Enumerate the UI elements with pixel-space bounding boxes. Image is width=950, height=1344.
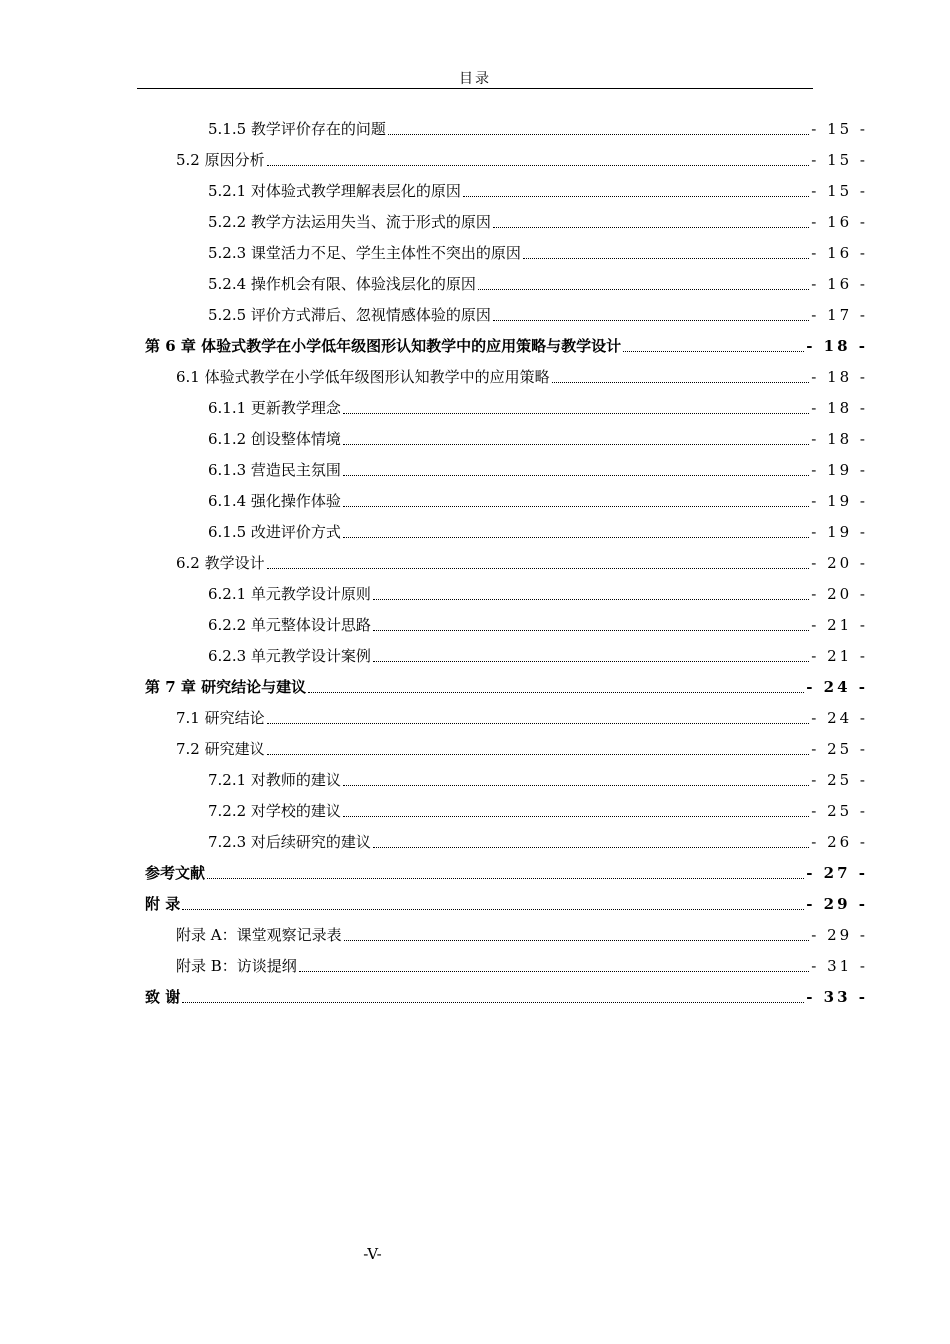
toc-leader-dots	[299, 971, 809, 972]
toc-entry-label: 附录 B：访谈提纲	[176, 957, 297, 975]
toc-leader-dots	[267, 568, 810, 569]
toc-entry[interactable]	[145, 702, 868, 733]
toc-entry-label: 参考文献	[145, 864, 206, 882]
toc-entry-label: 5.1.5 教学评价存在的问题	[208, 120, 386, 138]
toc-entry-label: 6.2 教学设计	[176, 554, 265, 572]
page-header-title: 目录	[459, 71, 491, 87]
toc-entry[interactable]	[145, 454, 868, 485]
toc-entry-label: 第 7 章 研究结论与建议	[145, 678, 307, 696]
toc-entry-label: 7.2.1 对教师的建议	[208, 771, 341, 789]
toc-entry-page: - 15 -	[811, 181, 868, 200]
toc-entry-page: - 19 -	[811, 522, 868, 541]
toc-entry-page: - 31 -	[811, 956, 868, 975]
toc-entry-page: - 18 -	[811, 398, 868, 417]
toc-entry-label: 7.1 研究结论	[176, 709, 265, 727]
toc-entry-page: - 33 -	[806, 987, 868, 1006]
toc-entry-page: - 16 -	[811, 212, 868, 231]
toc-entry[interactable]	[145, 392, 868, 423]
toc-leader-dots	[343, 444, 809, 445]
toc-entry[interactable]	[145, 919, 868, 950]
toc-leader-dots	[207, 878, 804, 879]
toc-entry[interactable]	[145, 361, 868, 392]
toc-entry-page: - 25 -	[811, 801, 868, 820]
toc-leader-dots	[267, 754, 810, 755]
toc-entry[interactable]	[145, 609, 868, 640]
toc-entry[interactable]	[145, 237, 868, 268]
toc-leader-dots	[267, 165, 810, 166]
toc-entry[interactable]	[145, 826, 868, 857]
toc-leader-dots	[308, 692, 804, 693]
toc-entry-label: 第 6 章 体验式教学在小学低年级图形认知教学中的应用策略与教学设计	[145, 337, 622, 355]
toc-leader-dots	[388, 134, 809, 135]
toc-entry-label: 6.2.3 单元教学设计案例	[208, 647, 371, 665]
toc-entry-label: 7.2 研究建议	[176, 740, 265, 758]
toc-entry-label: 附录 A：课堂观察记录表	[176, 926, 342, 944]
toc-entry[interactable]	[145, 888, 868, 919]
toc-entry-page: - 21 -	[811, 646, 868, 665]
toc-entry[interactable]	[145, 578, 868, 609]
toc-entry[interactable]	[145, 516, 868, 547]
toc-entry-page: - 24 -	[811, 708, 868, 727]
toc-entry-page: - 19 -	[811, 491, 868, 510]
toc-entry-page: - 29 -	[811, 925, 868, 944]
toc-entry-page: - 17 -	[811, 305, 868, 324]
toc-entry-label: 5.2.1 对体验式教学理解表层化的原因	[208, 182, 461, 200]
toc-entry-page: - 20 -	[811, 553, 868, 572]
toc-entry-page: - 18 -	[806, 336, 868, 355]
toc-leader-dots	[182, 909, 804, 910]
toc-leader-dots	[623, 351, 804, 352]
toc-entry-label: 6.1 体验式教学在小学低年级图形认知教学中的应用策略	[176, 368, 550, 386]
toc-entry-label: 附 录	[145, 895, 181, 913]
toc-entry-page: - 20 -	[811, 584, 868, 603]
toc-leader-dots	[344, 940, 810, 941]
toc-entry-page: - 29 -	[806, 894, 868, 913]
toc-leader-dots	[373, 661, 809, 662]
toc-entry-label: 7.2.3 对后续研究的建议	[208, 833, 371, 851]
toc-entry-page: - 16 -	[811, 274, 868, 293]
toc-entry-label: 6.1.5 改进评价方式	[208, 523, 341, 541]
toc-entry[interactable]	[145, 764, 868, 795]
toc-leader-dots	[493, 227, 809, 228]
toc-entry-page: - 15 -	[811, 119, 868, 138]
toc-entry-label: 5.2.5 评价方式滞后、忽视情感体验的原因	[208, 306, 491, 324]
toc-entry-page: - 26 -	[811, 832, 868, 851]
toc-entry[interactable]	[145, 175, 868, 206]
toc-leader-dots	[343, 537, 809, 538]
toc-entry[interactable]	[145, 423, 868, 454]
toc-entry-page: - 16 -	[811, 243, 868, 262]
toc-leader-dots	[267, 723, 810, 724]
toc-leader-dots	[343, 816, 809, 817]
toc-leader-dots	[373, 599, 809, 600]
toc-leader-dots	[523, 258, 809, 259]
toc-entry-label: 5.2.2 教学方法运用失当、流于形式的原因	[208, 213, 491, 231]
toc-entry[interactable]	[145, 299, 868, 330]
toc-entry[interactable]	[145, 485, 868, 516]
toc-leader-dots	[343, 785, 809, 786]
toc-entry[interactable]	[145, 330, 868, 361]
toc-entry-label: 6.1.3 营造民主氛围	[208, 461, 341, 479]
toc-leader-dots	[343, 506, 809, 507]
table-of-contents	[145, 113, 868, 1012]
toc-entry-page: - 18 -	[811, 429, 868, 448]
toc-entry-page: - 25 -	[811, 770, 868, 789]
toc-leader-dots	[343, 413, 809, 414]
page-number: -V-	[363, 1245, 382, 1263]
toc-leader-dots	[478, 289, 809, 290]
toc-entry-page: - 25 -	[811, 739, 868, 758]
toc-entry[interactable]	[145, 268, 868, 299]
toc-leader-dots	[343, 475, 809, 476]
toc-entry-label: 6.2.1 单元教学设计原则	[208, 585, 371, 603]
toc-entry-label: 6.2.2 单元整体设计思路	[208, 616, 371, 634]
toc-entry[interactable]	[145, 950, 868, 981]
toc-entry-label: 5.2 原因分析	[176, 151, 265, 169]
toc-entry-label: 5.2.4 操作机会有限、体验浅层化的原因	[208, 275, 476, 293]
toc-entry[interactable]	[145, 857, 868, 888]
toc-leader-dots	[463, 196, 809, 197]
toc-leader-dots	[552, 382, 810, 383]
toc-entry[interactable]	[145, 113, 868, 144]
toc-entry[interactable]	[145, 981, 868, 1012]
toc-entry-label: 6.1.1 更新教学理念	[208, 399, 341, 417]
toc-leader-dots	[182, 1002, 804, 1003]
header-divider	[137, 88, 813, 89]
toc-entry-label: 6.1.4 强化操作体验	[208, 492, 341, 510]
toc-entry-label: 6.1.2 创设整体情境	[208, 430, 341, 448]
toc-entry-label: 7.2.2 对学校的建议	[208, 802, 341, 820]
toc-entry[interactable]	[145, 671, 868, 702]
toc-entry-page: - 18 -	[811, 367, 868, 386]
toc-entry-page: - 15 -	[811, 150, 868, 169]
toc-leader-dots	[493, 320, 809, 321]
toc-entry-page: - 21 -	[811, 615, 868, 634]
toc-entry[interactable]	[145, 144, 868, 175]
toc-entry[interactable]	[145, 547, 868, 578]
toc-entry-page: - 27 -	[806, 863, 868, 882]
toc-entry-label: 致 谢	[145, 988, 181, 1006]
toc-entry[interactable]	[145, 206, 868, 237]
toc-entry[interactable]	[145, 640, 868, 671]
toc-leader-dots	[373, 847, 809, 848]
toc-entry[interactable]	[145, 733, 868, 764]
toc-entry-page: - 19 -	[811, 460, 868, 479]
toc-leader-dots	[373, 630, 809, 631]
toc-entry-page: - 24 -	[806, 677, 868, 696]
toc-entry-label: 5.2.3 课堂活力不足、学生主体性不突出的原因	[208, 244, 521, 262]
toc-entry[interactable]	[145, 795, 868, 826]
